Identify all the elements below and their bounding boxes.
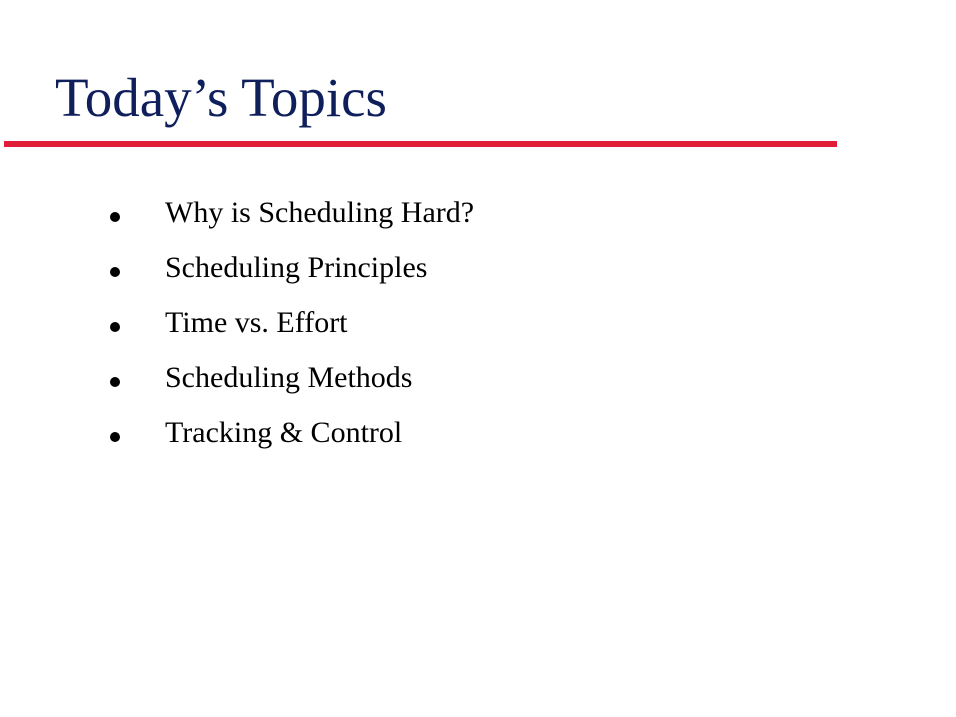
bullet-icon (110, 322, 120, 332)
bullet-icon (110, 267, 120, 277)
list-item (107, 295, 474, 350)
bullet-icon (110, 212, 120, 222)
bullet-icon (110, 377, 120, 387)
topic-label: Time vs. Effort (165, 305, 348, 339)
topic-label: Scheduling Principles (165, 250, 428, 284)
bullet-icon (110, 432, 120, 442)
title-underline (4, 141, 837, 147)
topic-label: Why is Scheduling Hard? (165, 195, 475, 229)
list-item (107, 185, 474, 240)
list-item (107, 240, 474, 295)
topic-label: Tracking & Control (165, 415, 403, 449)
topic-label: Scheduling Methods (165, 360, 413, 394)
list-item (107, 405, 474, 460)
slide-title: Today’s Topics (55, 67, 387, 128)
topic-list (107, 185, 474, 460)
list-item (107, 350, 474, 405)
